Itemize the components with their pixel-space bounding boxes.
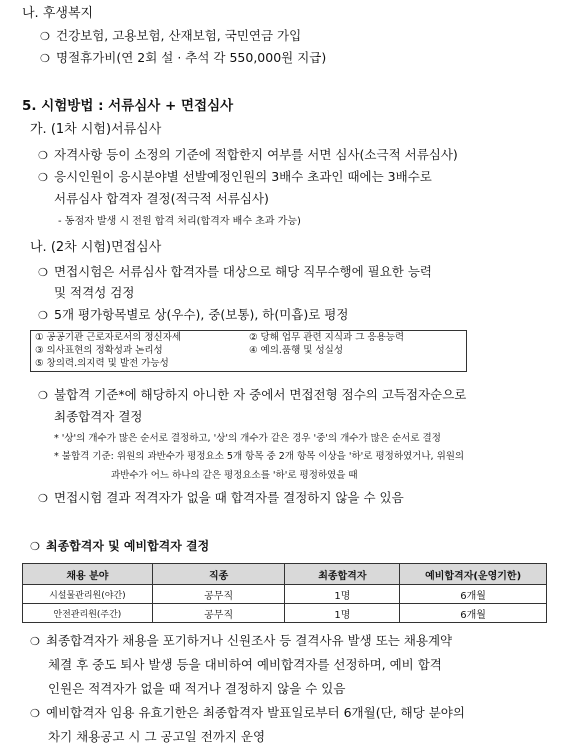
table-header: 직종 [152, 564, 285, 585]
final-heading: 최종합격자 및 예비합격자 결정 [46, 539, 210, 553]
table-cell: 시설물관리원(야간) [23, 585, 153, 604]
ga-item-1: 자격사항 등이 소정의 기준에 적합한지 여부를 서면 심사(소극적 서류심사) [54, 147, 458, 162]
welfare-item-1: 건강보험, 고용보험, 산재보험, 국민연금 가입 [56, 28, 302, 43]
table-cell: 공무직 [152, 604, 285, 623]
list-item [38, 490, 404, 507]
table-cell: 1명 [285, 604, 400, 623]
bullet-icon: ❍ [38, 492, 48, 505]
table-header: 최종합격자 [285, 564, 400, 585]
welfare-item-2: 명절휴가비(연 2회 설 · 추석 각 550,000원 지급) [56, 50, 327, 65]
bullet-icon: ❍ [38, 309, 48, 322]
list-item [38, 307, 348, 324]
table-row [23, 585, 547, 604]
na-item-2: 5개 평가항목별로 상(우수), 중(보통), 하(미흡)로 평정 [54, 307, 349, 322]
note-1: * '상'의 개수가 많은 순서로 결정하고, '상'의 개수가 같은 경우 '중'의 개수가 많은 순서로 결정 [54, 433, 441, 444]
final-p2-line-1: 예비합격자 임용 유효기한은 최종합격자 발표일로부터 6개월(단, 해당 분야의 [46, 705, 465, 720]
table-cell: 6개월 [400, 604, 547, 623]
subsection-heading-na: 나. (2차 시험)면접심사 [30, 240, 162, 255]
na-item-1-line-1: 면접시험은 서류심사 합격자를 대상으로 해당 직무수행에 필요한 능력 [54, 264, 432, 279]
bullet-icon: ❍ [30, 540, 40, 553]
bullet-icon: ❍ [40, 30, 50, 43]
final-table [22, 563, 547, 623]
welfare-heading: 나. 후생복지 [22, 6, 94, 21]
bullet-icon: ❍ [40, 52, 50, 65]
table-cell: 1명 [285, 585, 400, 604]
final-p1-line-1: 최종합격자가 채용을 포기하거나 신원조사 등 결격사유 발생 또는 채용계약 [46, 633, 453, 648]
ga-item-2-sub: - 동점자 발생 시 전원 합격 처리(합격자 배수 초과 가능) [58, 216, 301, 227]
list-item [40, 50, 326, 67]
table-header-row [23, 564, 547, 585]
section-title: 5. 시험방법 : 서류심사 + 면접심사 [22, 98, 234, 114]
na-item-3-line-1: 불합격 기준*에 해당하지 아니한 자 중에서 면접전형 점수의 고득점자순으로 [54, 387, 467, 402]
bullet-icon: ❍ [38, 389, 48, 402]
criteria-2: ② 당해 업무 관련 지식과 그 응용능력 [249, 332, 405, 343]
list-item [30, 705, 465, 722]
list-item [30, 538, 209, 555]
na-item-4: 면접시험 결과 적격자가 없을 때 합격자를 결정하지 않을 수 있음 [54, 490, 404, 505]
table-row [23, 604, 547, 623]
na-item-3-line-2: 최종합격자 결정 [54, 409, 143, 424]
bullet-icon: ❍ [38, 149, 48, 162]
bullet-icon: ❍ [38, 171, 48, 184]
bullet-icon: ❍ [38, 266, 48, 279]
list-item [40, 28, 301, 45]
list-item [30, 633, 452, 650]
criteria-4: ④ 예의.품행 및 성실성 [249, 345, 344, 356]
na-item-1-line-2: 및 적격성 검정 [54, 285, 135, 300]
list-item [38, 264, 432, 281]
criteria-1: ① 공공기관 근로자로서의 정신자세 [35, 332, 182, 343]
table-header: 채용 분야 [23, 564, 153, 585]
list-item [38, 387, 466, 404]
subsection-heading-ga: 가. (1차 시험)서류심사 [30, 122, 162, 137]
bullet-icon: ❍ [30, 635, 40, 648]
criteria-5: ⑤ 창의력.의지력 및 발전 가능성 [35, 358, 169, 369]
table-cell: 안전관리원(주간) [23, 604, 153, 623]
table-header: 예비합격자(운영기한) [400, 564, 547, 585]
list-item [38, 169, 432, 186]
bullet-icon: ❍ [30, 707, 40, 720]
table-cell: 6개월 [400, 585, 547, 604]
ga-item-2-line-2: 서류심사 합격자 결정(적극적 서류심사) [54, 191, 269, 206]
criteria-box [30, 330, 467, 372]
final-p1-line-3: 인원은 적격자가 없을 때 적거나 결정하지 않을 수 있음 [48, 681, 346, 696]
ga-item-2-line-1: 응시인원이 응시분야별 선발예정인원의 3배수 초과인 때에는 3배수로 [54, 169, 432, 184]
table-cell: 공무직 [152, 585, 285, 604]
note-2-line-1: * 불합격 기준: 위원의 과반수가 평정요소 5개 항목 중 2개 항목 이상을 '하'로 평정하였거나, 위원의 [54, 451, 465, 462]
list-item [38, 147, 458, 164]
final-p1-line-2: 체결 후 중도 퇴사 발생 등을 대비하여 예비합격자를 선정하며, 예비 합격 [48, 657, 442, 672]
criteria-3: ③ 의사표현의 정확성과 논리성 [35, 345, 163, 356]
final-p2-line-2: 차기 채용공고 시 그 공고일 전까지 운영 [48, 729, 266, 744]
note-2-line-2: 과반수가 어느 하나의 같은 평정요소를 '하'로 평정하였을 때 [111, 470, 358, 481]
